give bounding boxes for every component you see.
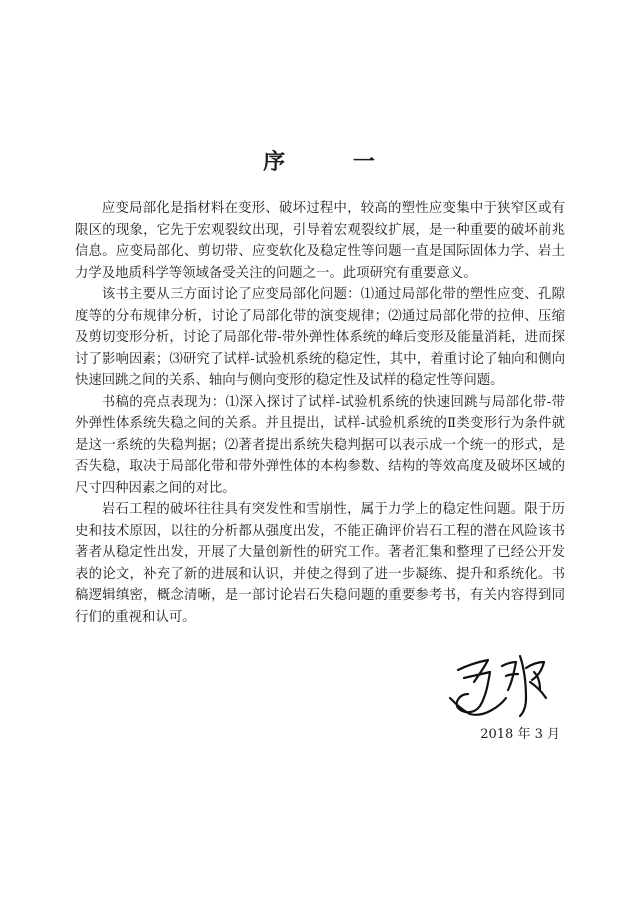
preface-date: 2018 年 3 月 (480, 727, 560, 742)
paragraph-3: 书稿的亮点表现为：⑴深入探讨了试样-试验机系统的快速回跳与局部化带-带外弹性体系统失稳之间的关系。并且提出，试样-试验机系统的Ⅱ类变形行为条件就是这一系统的失稳判据；⑵著者提出系统失稳判据可以表示成一个统一的形式，是否失稳，取决于局部化带和带外弹性体的本构参数、结构的等效高度及破坏区域的尺寸四种因素之间的对比。 (75, 394, 565, 496)
paragraph-1: 应变局部化是指材料在变形、破坏过程中，较高的塑性应变集中于狭窄区或有限区的现象，它先于宏观裂纹出现，引导着宏观裂纹扩展，是一种重要的破坏前兆信息。应变局部化、剪切带、应变软化及稳定性等问题一直是国际固体力学、岩土力学及地质科学等领域备受关注的问题之一。此项研究有重要意义。 (75, 201, 565, 281)
handwritten-signature (444, 648, 554, 720)
paragraph-4: 岩石工程的破坏往往具有突发性和雪崩性，属于力学上的稳定性问题。限于历史和技术原因，以往的分析都从强度出发，不能正确评价岩石工程的潜在风险该书著者从稳定性出发，开展了大量创新性的研究工作。著者汇集和整理了已经公开发表的论文，补充了新的进展和认识，并使之得到了进一步凝练、提升和系统化。书稿逻辑缜密，概念清晰，是一部讨论岩石失稳问题的重要参考书，有关内容得到同行们的重视和认可。 (75, 502, 565, 625)
paragraph-2: 该书主要从三方面讨论了应变局部化问题：⑴通过局部化带的塑性应变、孔隙度等的分布规律分析，讨论了局部化带的演变规律；⑵通过局部化带的拉伸、压缩及剪切变形分析，讨论了局部化带-带外弹性体系统的峰后变形及能量消耗，进而探讨了影响因素；⑶研究了试样-试验机系统的稳定性，其中，着重讨论了轴向和侧向快速回跳之间的关系、轴向与侧向变形的稳定性及试样的稳定性等问题。 (75, 287, 565, 388)
preface-body (75, 198, 565, 628)
preface-title: 序 一 (263, 149, 405, 175)
